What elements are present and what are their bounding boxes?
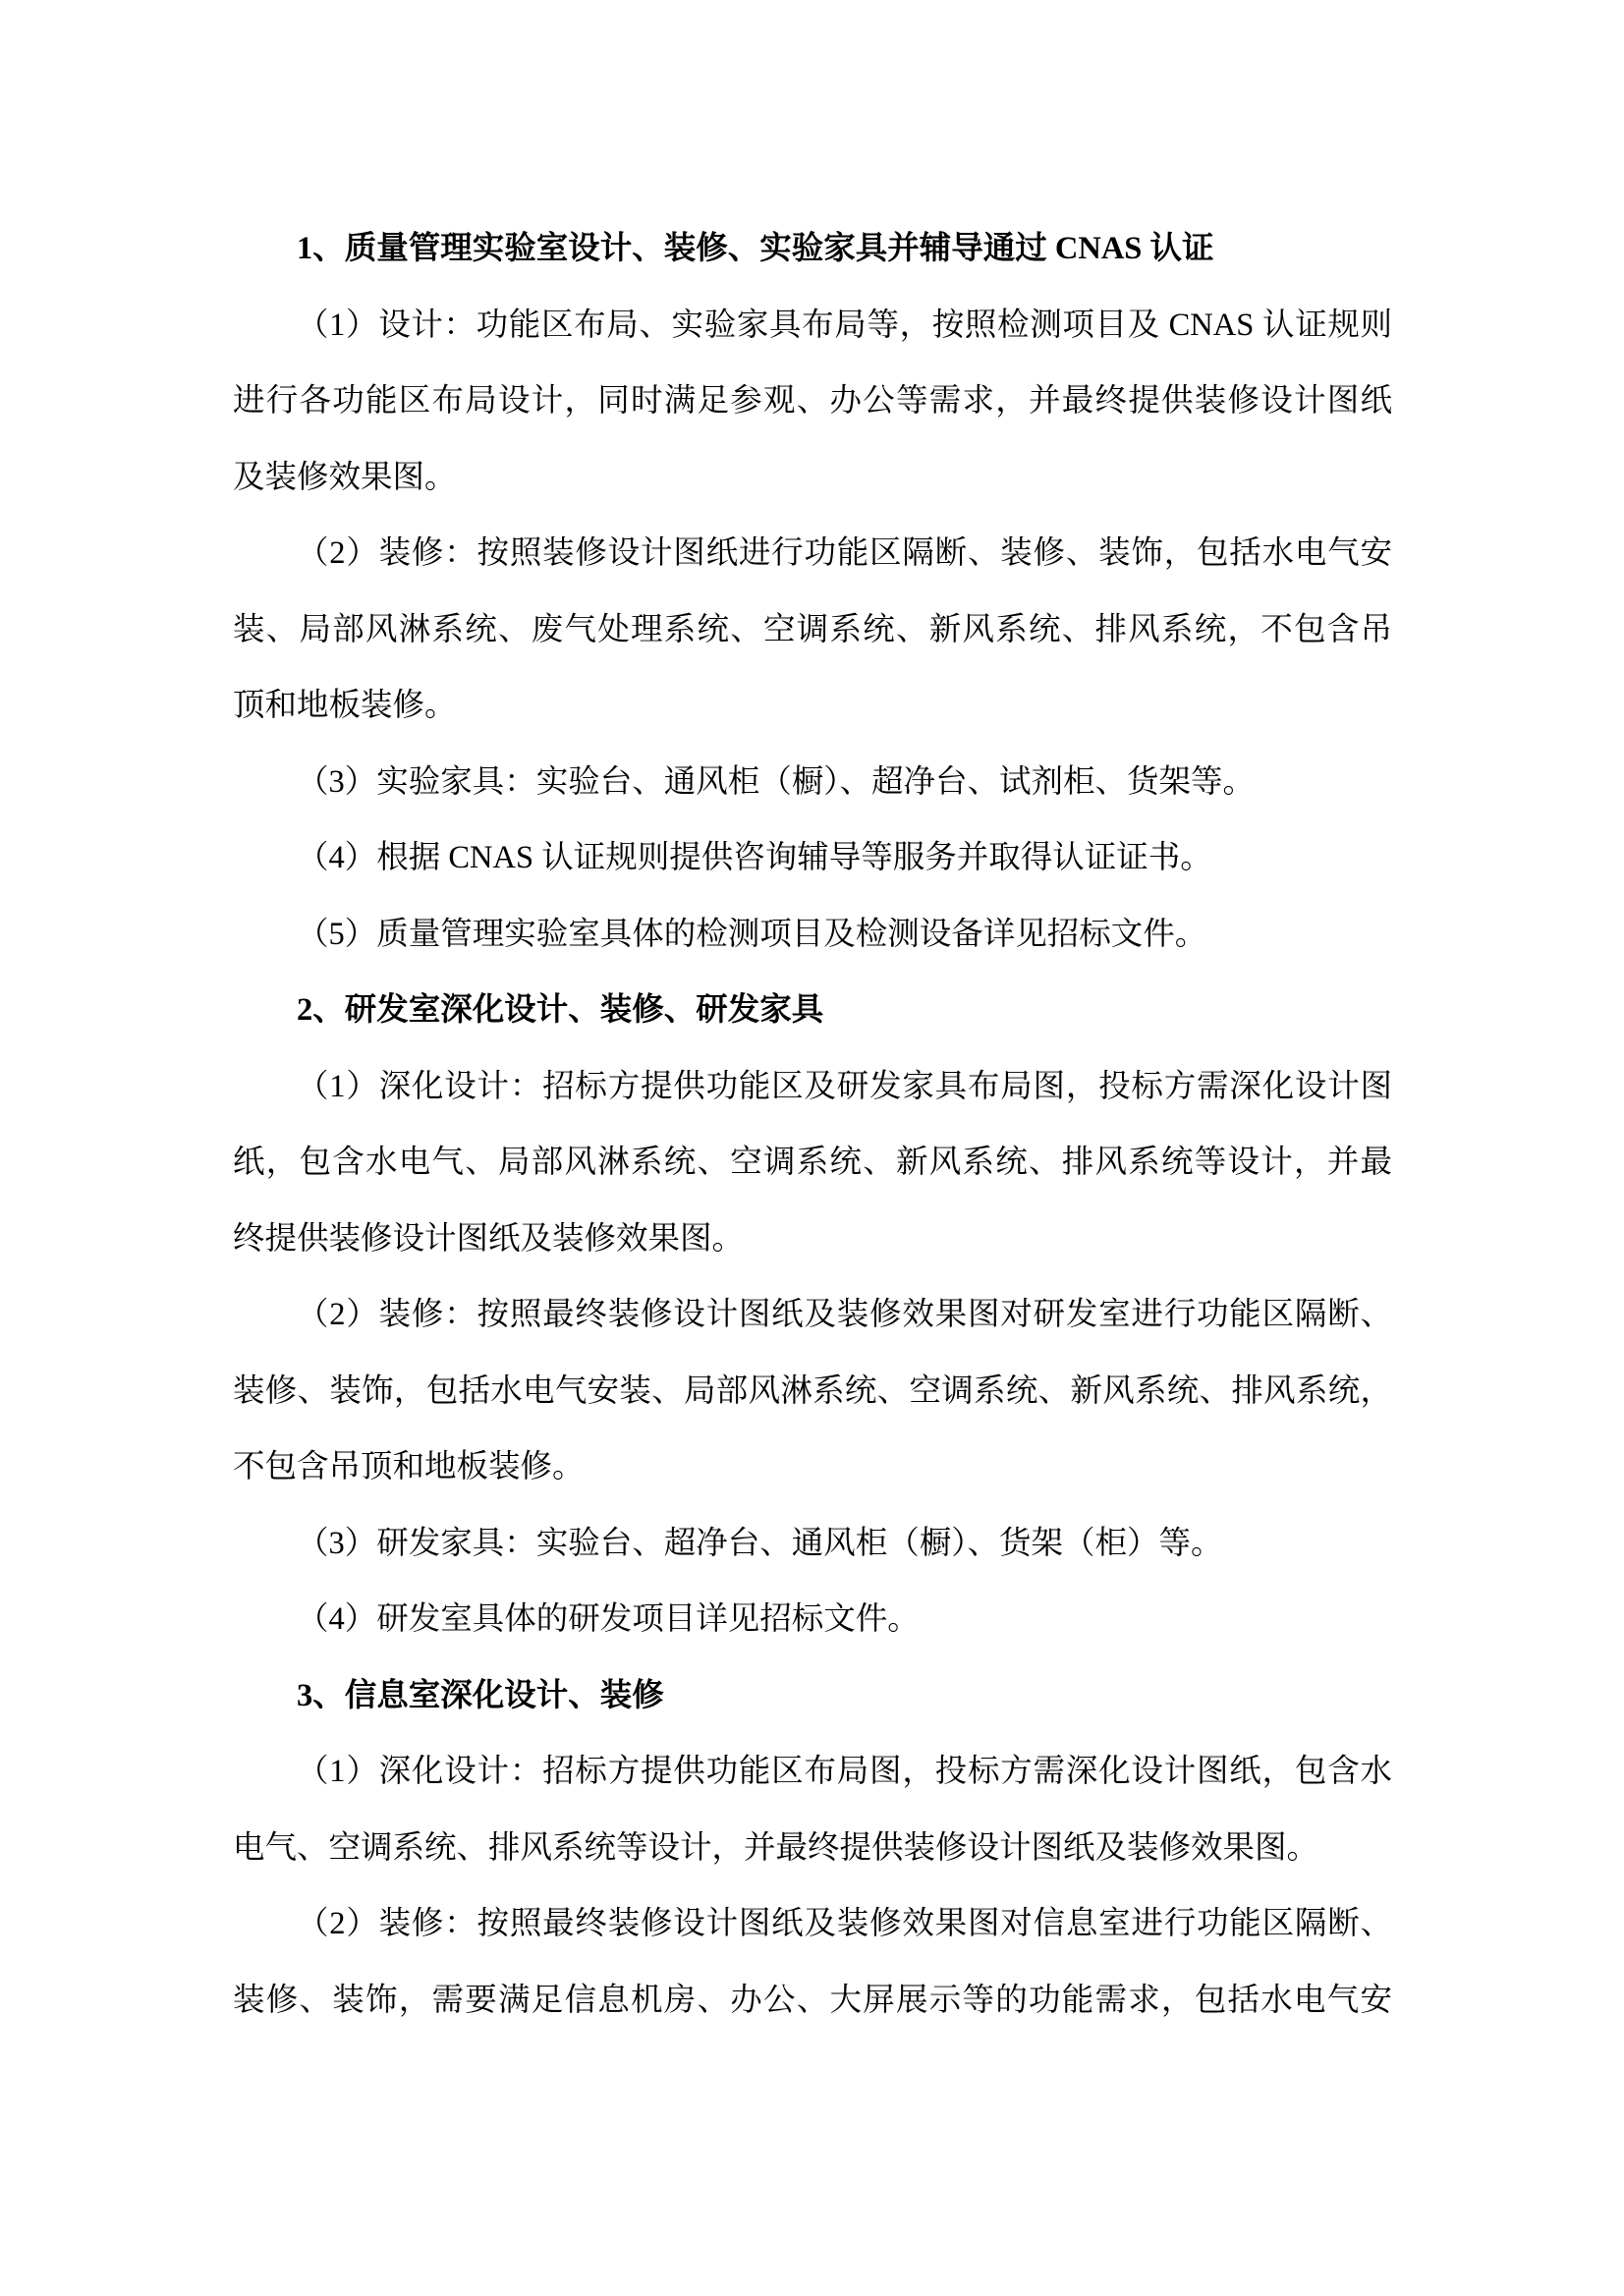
text-line: （3）实验家具：实验台、通风柜（橱）、超净台、试剂柜、货架等。 bbox=[297, 763, 1256, 800]
text-line: 纸，包含水电气、局部风淋系统、空调系统、新风系统、排风系统等设计，并最 bbox=[233, 1145, 1392, 1180]
text-line: 进行各功能区布局设计，同时满足参观、办公等需求，并最终提供装修设计图纸 bbox=[233, 383, 1392, 419]
text-line: （4）根据 CNAS 认证规则提供咨询辅导等服务并取得认证证书。 bbox=[297, 840, 1212, 875]
text-line: 及装修效果图。 bbox=[233, 459, 457, 495]
section-heading: 2、研发室深化设计、装修、研发家具 bbox=[297, 992, 824, 1028]
text-line: 装、局部风淋系统、废气处理系统、空调系统、新风系统、排风系统，不包含吊 bbox=[233, 611, 1392, 647]
text-line: （1）深化设计：招标方提供功能区及研发家具布局图，投标方需深化设计图 bbox=[297, 1068, 1392, 1104]
text-line: （4）研发室具体的研发项目详见招标文件。 bbox=[297, 1601, 920, 1637]
text-line: 装修、装饰，包括水电气安装、局部风淋系统、空调系统、新风系统、排风系统， bbox=[233, 1372, 1392, 1409]
text-line: 装修、装饰，需要满足信息机房、办公、大屏展示等的功能需求，包括水电气安 bbox=[233, 1982, 1392, 2018]
text-line: （1）深化设计：招标方提供功能区布局图，投标方需深化设计图纸，包含水 bbox=[297, 1754, 1392, 1789]
text-line: 顶和地板装修。 bbox=[233, 688, 457, 723]
document-content bbox=[233, 211, 1392, 2039]
text-line: 终提供装修设计图纸及装修效果图。 bbox=[233, 1220, 745, 1257]
text-line: 电气、空调系统、排风系统等设计，并最终提供装修设计图纸及装修效果图。 bbox=[233, 1829, 1319, 1866]
text-line: （3）研发家具：实验台、超净台、通风柜（橱）、货架（柜）等。 bbox=[297, 1525, 1223, 1561]
section-heading: 1、质量管理实验室设计、装修、实验家具并辅导通过 CNAS 认证 bbox=[297, 231, 1214, 266]
text-line: （1）设计：功能区布局、实验家具布局等，按照检测项目及 CNAS 认证规则 bbox=[297, 307, 1392, 343]
text-line: （2）装修：按照最终装修设计图纸及装修效果图对研发室进行功能区隔断、 bbox=[297, 1297, 1392, 1332]
text-line: 不包含吊顶和地板装修。 bbox=[233, 1449, 585, 1484]
text-line: （5）质量管理实验室具体的检测项目及检测设备详见招标文件。 bbox=[297, 916, 1207, 952]
text-line: （2）装修：按照装修设计图纸进行功能区隔断、装修、装饰，包括水电气安 bbox=[297, 535, 1392, 571]
text-line: （2）装修：按照最终装修设计图纸及装修效果图对信息室进行功能区隔断、 bbox=[297, 1906, 1392, 1941]
section-heading: 3、信息室深化设计、装修 bbox=[297, 1677, 664, 1713]
